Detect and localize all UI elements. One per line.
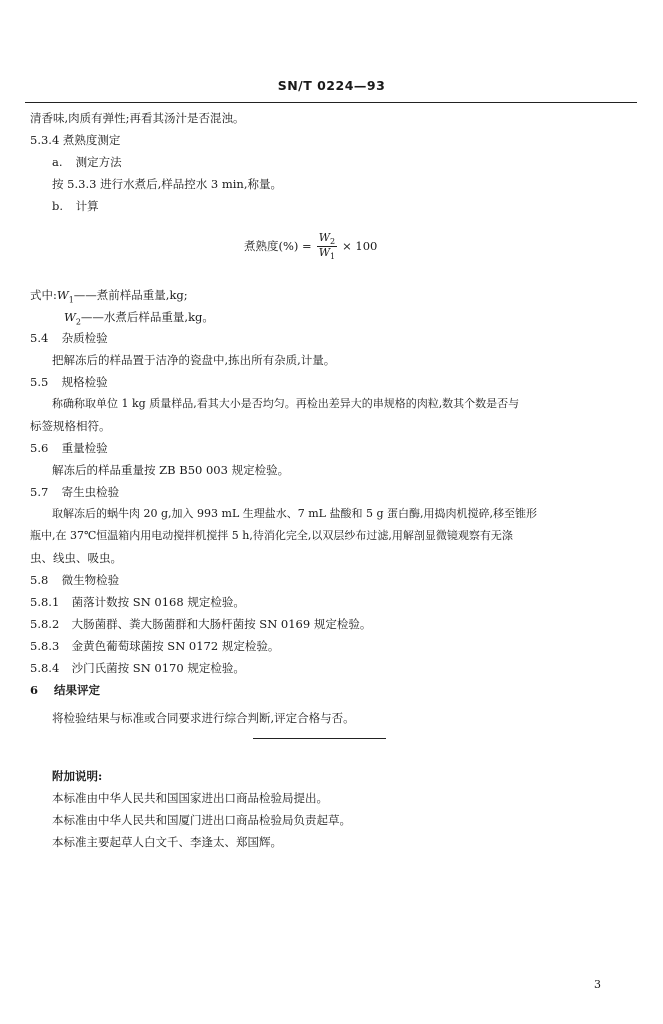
section-5-8-1 bbox=[30, 594, 245, 611]
section-number: 5.8.4 bbox=[30, 661, 60, 675]
item-title: 测定方法 bbox=[75, 155, 122, 169]
section-5-8-4 bbox=[30, 660, 245, 677]
section-text: 金黄色葡萄球菌按 SN 0172 规定检验。 bbox=[71, 639, 280, 653]
formula-denominator bbox=[319, 247, 335, 261]
denominator-var: W bbox=[318, 246, 331, 260]
section-title: 规格检验 bbox=[61, 375, 108, 389]
section-5-7-heading bbox=[30, 484, 119, 501]
section-title: 微生物检验 bbox=[61, 573, 120, 587]
section-number: 5.8.3 bbox=[30, 639, 60, 653]
end-of-text-rule bbox=[253, 738, 386, 739]
section-number: 5.8.1 bbox=[30, 595, 60, 609]
item-label: b. bbox=[52, 199, 64, 213]
section-5-8-2 bbox=[30, 616, 371, 633]
additional-notes-title: 附加说明: bbox=[52, 769, 103, 783]
section-number: 5.7 bbox=[30, 485, 49, 499]
where-sub: 2 bbox=[75, 317, 81, 327]
section-text: 大肠菌群、粪大肠菌群和大肠杆菌按 SN 0169 规定检验。 bbox=[71, 617, 372, 631]
item-title: 计算 bbox=[75, 199, 99, 213]
section-5-6-text: 解冻后的样品重量按 ZB B50 003 规定检验。 bbox=[52, 463, 290, 477]
section-title: 煮熟度测定 bbox=[62, 133, 121, 147]
section-number: 5.3.4 bbox=[30, 133, 60, 147]
section-5-7-text-line1: 取解冻后的蜗牛肉 20 g,加入 993 mL 生理盐水、7 mL 盐酸和 5 g 蛋白酶,用捣肉机搅碎,移至锥形 bbox=[52, 507, 537, 520]
additional-note-3: 本标准主要起草人白文千、李逢太、郑国辉。 bbox=[52, 835, 282, 849]
section-5-7-text-line2: 瓶中,在 37℃恒温箱内用电动搅拌机搅拌 5 h,待消化完全,以双层纱布过滤,用解剖显微镜观察有无涤 bbox=[30, 529, 513, 542]
section-title: 寄生虫检验 bbox=[61, 485, 120, 499]
additional-note-1: 本标准由中华人民共和国国家进出口商品检验局提出。 bbox=[52, 791, 328, 805]
section-5-8-3 bbox=[30, 638, 279, 655]
section-title: 结果评定 bbox=[54, 683, 101, 697]
section-title: 重量检验 bbox=[61, 441, 108, 455]
item-label: a. bbox=[52, 155, 63, 169]
section-5-4-text: 把解冻后的样品置于洁净的瓷盘中,拣出所有杂质,计量。 bbox=[52, 353, 336, 367]
denominator-sub: 1 bbox=[330, 252, 336, 262]
header-divider bbox=[25, 102, 637, 103]
section-number: 5.8 bbox=[30, 573, 49, 587]
where-label: 式中: bbox=[30, 288, 57, 302]
section-text: 菌落计数按 SN 0168 规定检验。 bbox=[71, 595, 245, 609]
section-title: 杂质检验 bbox=[61, 331, 108, 345]
item-b-heading bbox=[52, 198, 99, 215]
section-5-5-text-line1: 称确称取单位 1 kg 质量样品,看其大小是否均匀。再检出差异大的串规格的肉粒,数其个数是否与 bbox=[52, 397, 520, 410]
formula-fraction bbox=[317, 232, 337, 262]
item-a-text: 按 5.3.3 进行水煮后,样品控水 3 min,称量。 bbox=[52, 177, 282, 191]
section-5-3-4-heading bbox=[30, 132, 120, 149]
section-5-5-text-line2: 标签规格相符。 bbox=[30, 419, 111, 433]
numerator-sub: 2 bbox=[330, 237, 336, 247]
formula-where-2 bbox=[64, 309, 214, 328]
section-number: 5.4 bbox=[30, 331, 49, 345]
section-number: 5.6 bbox=[30, 441, 49, 455]
where-var: W bbox=[56, 288, 69, 302]
formula-rhs: × 100 bbox=[342, 239, 378, 254]
section-5-7-text-line3: 虫、线虫、吸虫。 bbox=[30, 551, 122, 565]
where-desc: ——水煮后样品重量,kg。 bbox=[80, 310, 214, 324]
numerator-var: W bbox=[318, 231, 331, 244]
section-5-5-heading bbox=[30, 374, 108, 391]
where-var: W bbox=[64, 310, 76, 324]
additional-note-2: 本标准由中华人民共和国厦门进出口商品检验局负责起草。 bbox=[52, 813, 351, 827]
where-sub: 1 bbox=[68, 295, 74, 305]
page-header-standard-number: SN/T 0224—93 bbox=[277, 78, 386, 93]
cooking-degree-formula bbox=[244, 232, 377, 262]
section-text: 沙门氏菌按 SN 0170 规定检验。 bbox=[71, 661, 245, 675]
where-desc: ——煮前样品重量,kg; bbox=[73, 288, 188, 302]
section-number: 5.5 bbox=[30, 375, 49, 389]
section-5-4-heading bbox=[30, 330, 108, 347]
formula-lhs: 煮熟度(%) = bbox=[244, 239, 312, 254]
section-number: 5.8.2 bbox=[30, 617, 60, 631]
section-number: 6 bbox=[30, 683, 39, 697]
item-a-heading bbox=[52, 154, 122, 171]
page-number: 3 bbox=[594, 978, 601, 991]
section-6-text: 将检验结果与标准或合同要求进行综合判断,评定合格与否。 bbox=[52, 711, 355, 725]
section-5-8-heading bbox=[30, 572, 119, 589]
formula-where-1 bbox=[30, 287, 188, 306]
section-5-6-heading bbox=[30, 440, 108, 457]
continued-text: 清香味,肉质有弹性;再看其汤汁是否混浊。 bbox=[30, 111, 245, 125]
section-6-heading bbox=[30, 682, 100, 699]
formula-numerator bbox=[317, 232, 337, 247]
